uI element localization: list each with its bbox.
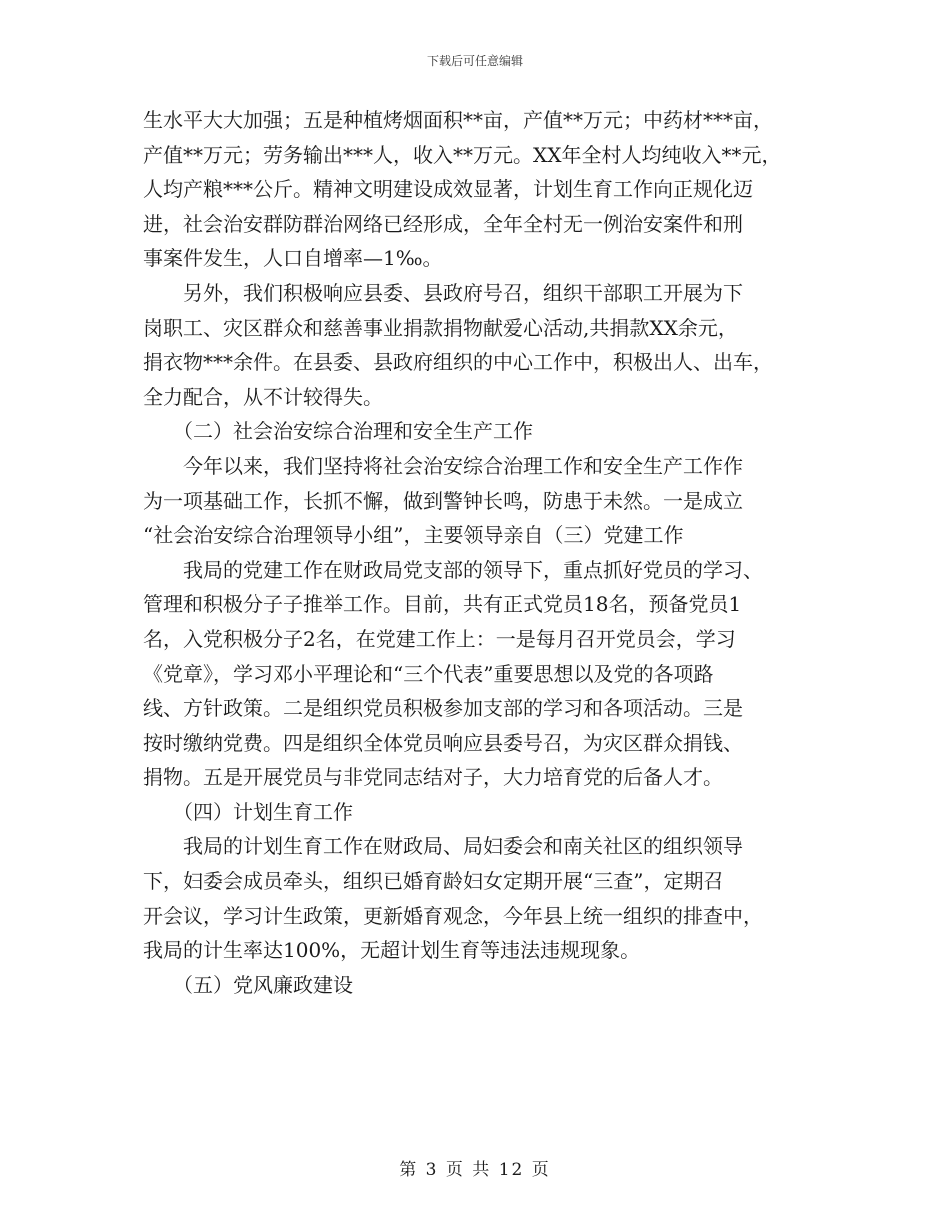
text-line: （二）社会治安综合治理和安全生产工作 (143, 419, 533, 444)
text-line: 下，妇委会成员牵头，组织已婚育龄妇女定期开展“三查”，定期召 (143, 869, 724, 894)
text-line: 我局的计生率达100%，无超计划生育等违法违规现象。 (143, 938, 641, 963)
text-line: 为一项基础工作，长抓不懈，做到警钟长鸣，防患于未然。一是成立 (143, 488, 743, 513)
text-line: （五）党风廉政建设 (143, 972, 353, 997)
text-line: 进，社会治安群防群治网络已经形成，全年全村无一例治安案件和刑 (143, 211, 743, 236)
text-line: 开会议，学习计生政策，更新婚育观念，今年县上统一组织的排查中， (143, 903, 763, 928)
text-line: 捐物。五是开展党员与非党同志结对子，大力培育党的后备人才。 (143, 765, 723, 790)
text-line: 按时缴纳党费。四是组织全体党员响应县委号召，为灾区群众捐钱、 (143, 730, 743, 755)
text-line: 产值**万元；劳务输出***人，收入**万元。XX年全村人均纯收入**元， (143, 142, 782, 167)
text-line: “社会治安综合治理领导小组”，主要领导亲自（三）党建工作 (143, 523, 684, 548)
text-line: 捐衣物***余件。在县委、县政府组织的中心工作中，积极出人、出车， (143, 350, 773, 375)
text-line: 人均产粮***公斤。精神文明建设成效显著，计划生育工作向正规化迈 (143, 177, 753, 202)
text-line: 全力配合，从不计较得失。 (143, 384, 383, 409)
text-line: 今年以来，我们坚持将社会治安综合治理工作和安全生产工作作 (143, 453, 743, 478)
text-line: 管理和积极分子子推举工作。目前，共有正式党员18名，预备党员1 (143, 592, 742, 617)
text-line: （四）计划生育工作 (143, 799, 353, 824)
text-line: 生水平大大加强；五是种植烤烟面积**亩，产值**万元；中药材***亩， (143, 108, 773, 132)
text-line: 线、方针政策。二是组织党员积极参加支部的学习和各项活动。三是 (143, 696, 743, 721)
text-line: 我局的党建工作在财政局党支部的领导下，重点抓好党员的学习、 (143, 557, 763, 582)
page-header: 下载后可任意编辑 (426, 54, 523, 68)
document-body (143, 103, 813, 1002)
text-line: 事案件发生，人口自增率—1‰。 (143, 246, 443, 271)
text-line: 名，入党积极分子2名，在党建工作上：一是每月召开党员会，学习 (143, 626, 736, 651)
text-line: 岗职工、灾区群众和慈善事业捐款捐物献爱心活动,共捐款XX余元， (143, 315, 738, 340)
text-line: 我局的计划生育工作在财政局、局妇委会和南关社区的组织领导 (143, 834, 743, 859)
text-line: 《党章》，学习邓小平理论和“三个代表”重要思想以及党的各项路 (143, 661, 714, 686)
text-line: 另外，我们积极响应县委、县政府号召，组织干部职工开展为下 (143, 280, 743, 305)
page-footer: 第 3 页 共 12 页 (399, 1160, 551, 1180)
